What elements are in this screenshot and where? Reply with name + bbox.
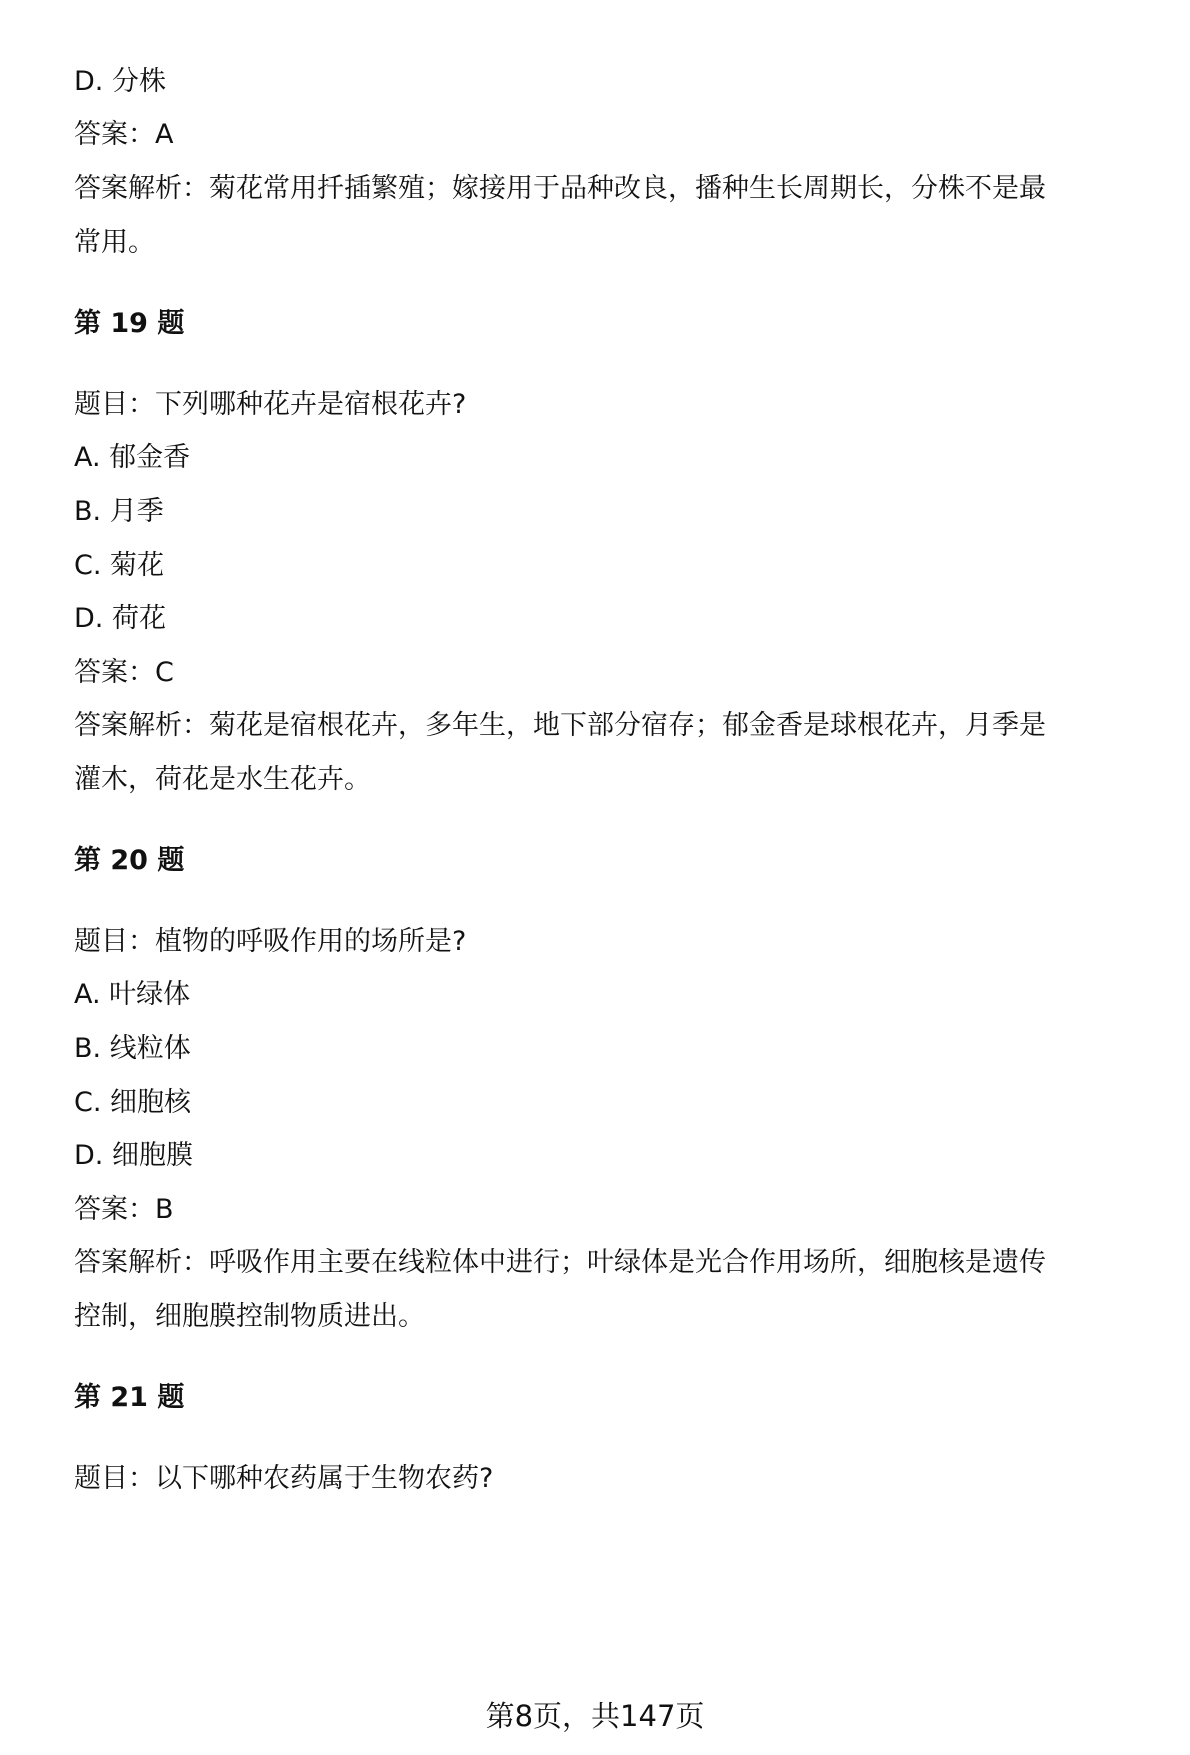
option-b: B. 月季 (74, 496, 164, 527)
question-stem: 题目：下列哪种花卉是宿根花卉? (74, 389, 467, 420)
question-stem: 题目：植物的呼吸作用的场所是? (74, 926, 467, 957)
question-heading: 第 20 题 (74, 845, 185, 876)
question-stem: 题目：以下哪种农药属于生物农药? (74, 1463, 494, 1494)
explanation-line: 答案解析：菊花常用扦插繁殖；嫁接用于品种改良，播种生长周期长，分株不是最 (74, 173, 1046, 204)
option-b: B. 线粒体 (74, 1033, 191, 1064)
answer-line: 答案：A (74, 119, 174, 150)
question-heading: 第 19 题 (74, 308, 185, 339)
option-d: D. 细胞膜 (74, 1140, 193, 1171)
option-d: D. 荷花 (74, 603, 166, 634)
explanation-line: 常用。 (74, 227, 155, 258)
option-c: C. 细胞核 (74, 1087, 192, 1118)
page-number: 第8页，共147页 (485, 1699, 705, 1733)
explanation-line: 答案解析：菊花是宿根花卉，多年生，地下部分宿存；郁金香是球根花卉，月季是 (74, 710, 1046, 741)
explanation-line: 控制，细胞膜控制物质进出。 (74, 1301, 425, 1332)
option-c: C. 菊花 (74, 550, 165, 581)
explanation-line: 灌木，荷花是水生花卉。 (74, 764, 371, 795)
answer-line: 答案：B (74, 1194, 174, 1225)
option-d: D. 分株 (74, 66, 166, 97)
option-a: A. 郁金香 (74, 442, 191, 473)
option-a: A. 叶绿体 (74, 979, 191, 1010)
explanation-line: 答案解析：呼吸作用主要在线粒体中进行；叶绿体是光合作用场所，细胞核是遗传 (74, 1247, 1046, 1278)
question-heading: 第 21 题 (74, 1382, 185, 1413)
answer-line: 答案：C (74, 657, 174, 688)
